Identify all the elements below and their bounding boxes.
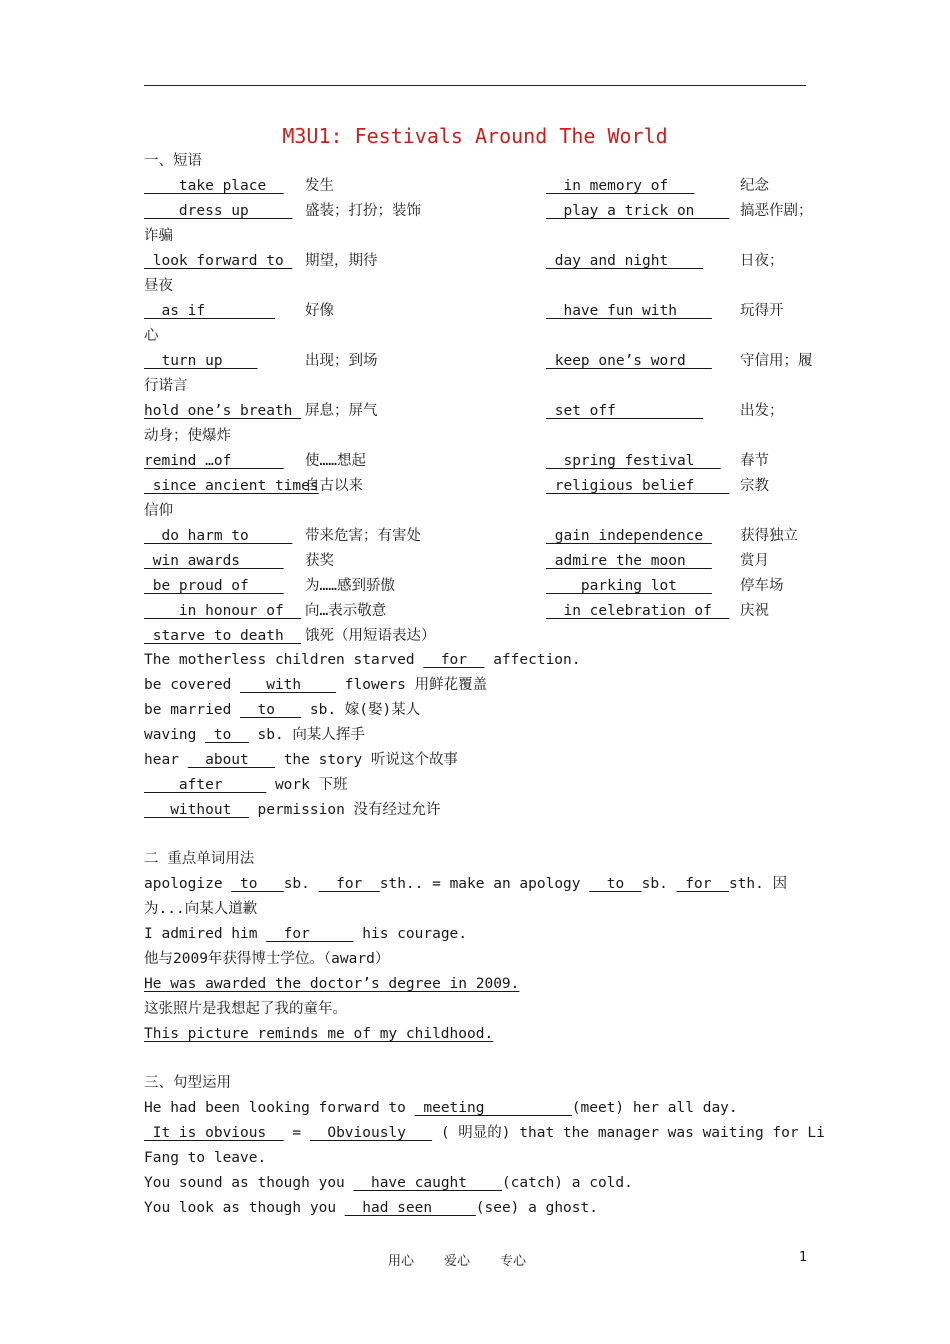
phrase-cn-wrap: 动身；使爆炸 xyxy=(144,428,231,444)
phrase-en: hold one’s breath xyxy=(144,403,302,419)
phrase-cn: 自古以来 xyxy=(305,478,363,494)
phrase-cn: 发生 xyxy=(305,178,334,194)
sentence-3: You sound as though you __have caught____(catch) a cold. xyxy=(144,1175,633,1191)
fill-blank-line xyxy=(144,676,487,694)
fill-answer: without xyxy=(144,802,249,818)
fill-pre: be married xyxy=(144,702,241,718)
phrase-en: as if xyxy=(144,303,275,319)
page-number: 1 xyxy=(799,1250,808,1265)
fill-answer: ___with____ xyxy=(240,677,337,693)
page-title: M3U1: Festivals Around The World xyxy=(282,124,668,148)
phrase-cn: 搞恶作剧； xyxy=(740,203,813,219)
section3-heading: 三、句型运用 xyxy=(144,1075,231,1091)
fill-blank-line xyxy=(144,701,420,719)
fill-blank-line xyxy=(144,751,458,769)
phrase-en: starve to death xyxy=(144,628,302,644)
phrase-cn: 守信用；履 xyxy=(740,353,813,369)
remind-en: This picture reminds me of my childhood. xyxy=(144,1026,494,1042)
apologize-line-wrap: 为...向某人道歉 xyxy=(144,901,258,917)
header-rule xyxy=(144,85,806,86)
phrase-en: religious belief xyxy=(546,478,730,494)
fill-post: the story 听说这个故事 xyxy=(274,752,458,768)
phrase-cn: 为……感到骄傲 xyxy=(305,578,395,594)
phrase-en: day and night xyxy=(546,253,704,269)
phrase-en: take place xyxy=(144,178,284,194)
fill-pre: be covered xyxy=(144,677,241,693)
phrase-en: win awards xyxy=(144,553,284,569)
phrase-cn: 期望，期待 xyxy=(305,253,378,269)
award-cn: 他与2009年获得博士学位。（award） xyxy=(144,951,390,967)
phrase-cn-wrap: 信仰 xyxy=(144,503,173,519)
phrase-en: in memory of xyxy=(546,178,695,194)
fill-post: work 下班 xyxy=(266,777,348,793)
fill-blank-line xyxy=(144,801,441,819)
fill-pre: The motherless children starved xyxy=(144,652,424,668)
phrase-cn: 玩得开 xyxy=(740,303,784,319)
apologize-line: apologize to sb. for sth.. = make an apology to sb. for sth. 因 xyxy=(144,876,788,892)
section1-heading: 一、短语 xyxy=(144,153,202,169)
fill-post: affection. xyxy=(484,652,581,668)
fill-answer: after_ xyxy=(144,777,267,793)
phrase-cn: 带来危害；有害处 xyxy=(305,528,421,544)
phrase-cn: 停车场 xyxy=(740,578,784,594)
phrase-en: spring festival xyxy=(546,453,721,469)
phrase-en: turn up xyxy=(144,353,258,369)
sentence-1: He had been looking forward to _meeting__________(meet) her all day. xyxy=(144,1100,738,1116)
phrase-en: parking lot xyxy=(546,578,712,594)
fill-post: permission 没有经过允许 xyxy=(248,802,441,818)
fill-answer: _to__ xyxy=(240,702,302,718)
phrase-cn-wrap: 诈骗 xyxy=(144,228,173,244)
sentence-4: You look as though you __had seen_____(see) a ghost. xyxy=(144,1200,598,1216)
phrase-en: play a trick on xyxy=(546,203,730,219)
phrase-cn: 出现；到场 xyxy=(305,353,378,369)
fill-blank-line xyxy=(144,726,365,744)
phrase-en: have fun with xyxy=(546,303,712,319)
phrase-en: in celebration of xyxy=(546,603,730,619)
phrase-cn: 屏息；屏气 xyxy=(305,403,378,419)
phrase-en: remind …of xyxy=(144,453,284,469)
phrase-en: keep one’s word xyxy=(546,353,712,369)
fill-answer: to_ xyxy=(205,727,249,743)
fill-answer: for xyxy=(423,652,485,668)
phrase-cn: 获得独立 xyxy=(740,528,798,544)
fill-answer: _about__ xyxy=(187,752,275,768)
phrase-cn: 日夜； xyxy=(740,253,784,269)
phrase-cn: 庆祝 xyxy=(740,603,769,619)
sentence-2: It is obvious = Obviously ( 明显的) that the manager was waiting for Li xyxy=(144,1125,825,1141)
section2-heading: 二 重点单词用法 xyxy=(144,851,255,867)
phrase-en: look forward to xyxy=(144,253,293,269)
phrase-cn: 赏月 xyxy=(740,553,769,569)
phrase-cn: 向…表示敬意 xyxy=(305,603,387,619)
phrase-cn: 纪念 xyxy=(740,178,769,194)
fill-pre: hear xyxy=(144,752,188,768)
remind-cn: 这张照片是我想起了我的童年。 xyxy=(144,1001,347,1017)
fill-blank-line xyxy=(144,651,581,669)
phrase-cn: 使……想起 xyxy=(305,453,366,469)
award-en: He was awarded the doctor’s degree in 2009. xyxy=(144,976,520,992)
phrase-cn-wrap: 心 xyxy=(144,328,159,344)
phrase-cn: 春节 xyxy=(740,453,769,469)
phrase-cn: 好像 xyxy=(305,303,334,319)
fill-post: sb. 嫁(娶)某人 xyxy=(301,702,421,718)
phrase-cn: 获奖 xyxy=(305,553,334,569)
phrase-cn: 盛装；打扮；装饰 xyxy=(305,203,421,219)
phrase-cn: 宗教 xyxy=(740,478,769,494)
phrase-en: in honour of xyxy=(144,603,302,619)
phrase-en: dress up xyxy=(144,203,293,219)
phrase-en: admire the moon xyxy=(546,553,712,569)
admire-line: I admired him __for_____ his courage. xyxy=(144,926,468,942)
fill-pre: waving xyxy=(144,727,206,743)
fill-post: sb. 向某人挥手 xyxy=(248,727,365,743)
phrase-en: be proud of xyxy=(144,578,284,594)
fill-post: flowers 用鲜花覆盖 xyxy=(336,677,488,693)
fill-blank-line xyxy=(144,776,348,794)
footer-motto: 用心 爱心 专心 xyxy=(388,1254,527,1269)
phrase-en: do harm to xyxy=(144,528,293,544)
sentence-2-wrap: Fang to leave. xyxy=(144,1150,267,1166)
phrase-en: since ancient times xyxy=(144,478,319,494)
phrase-cn: 饿死（用短语表达） xyxy=(305,628,436,644)
phrase-en: gain independence xyxy=(546,528,712,544)
phrase-cn-wrap: 昼夜 xyxy=(144,278,173,294)
phrase-cn: 出发； xyxy=(740,403,784,419)
phrase-en: set off xyxy=(546,403,704,419)
phrase-cn-wrap: 行诺言 xyxy=(144,378,188,394)
